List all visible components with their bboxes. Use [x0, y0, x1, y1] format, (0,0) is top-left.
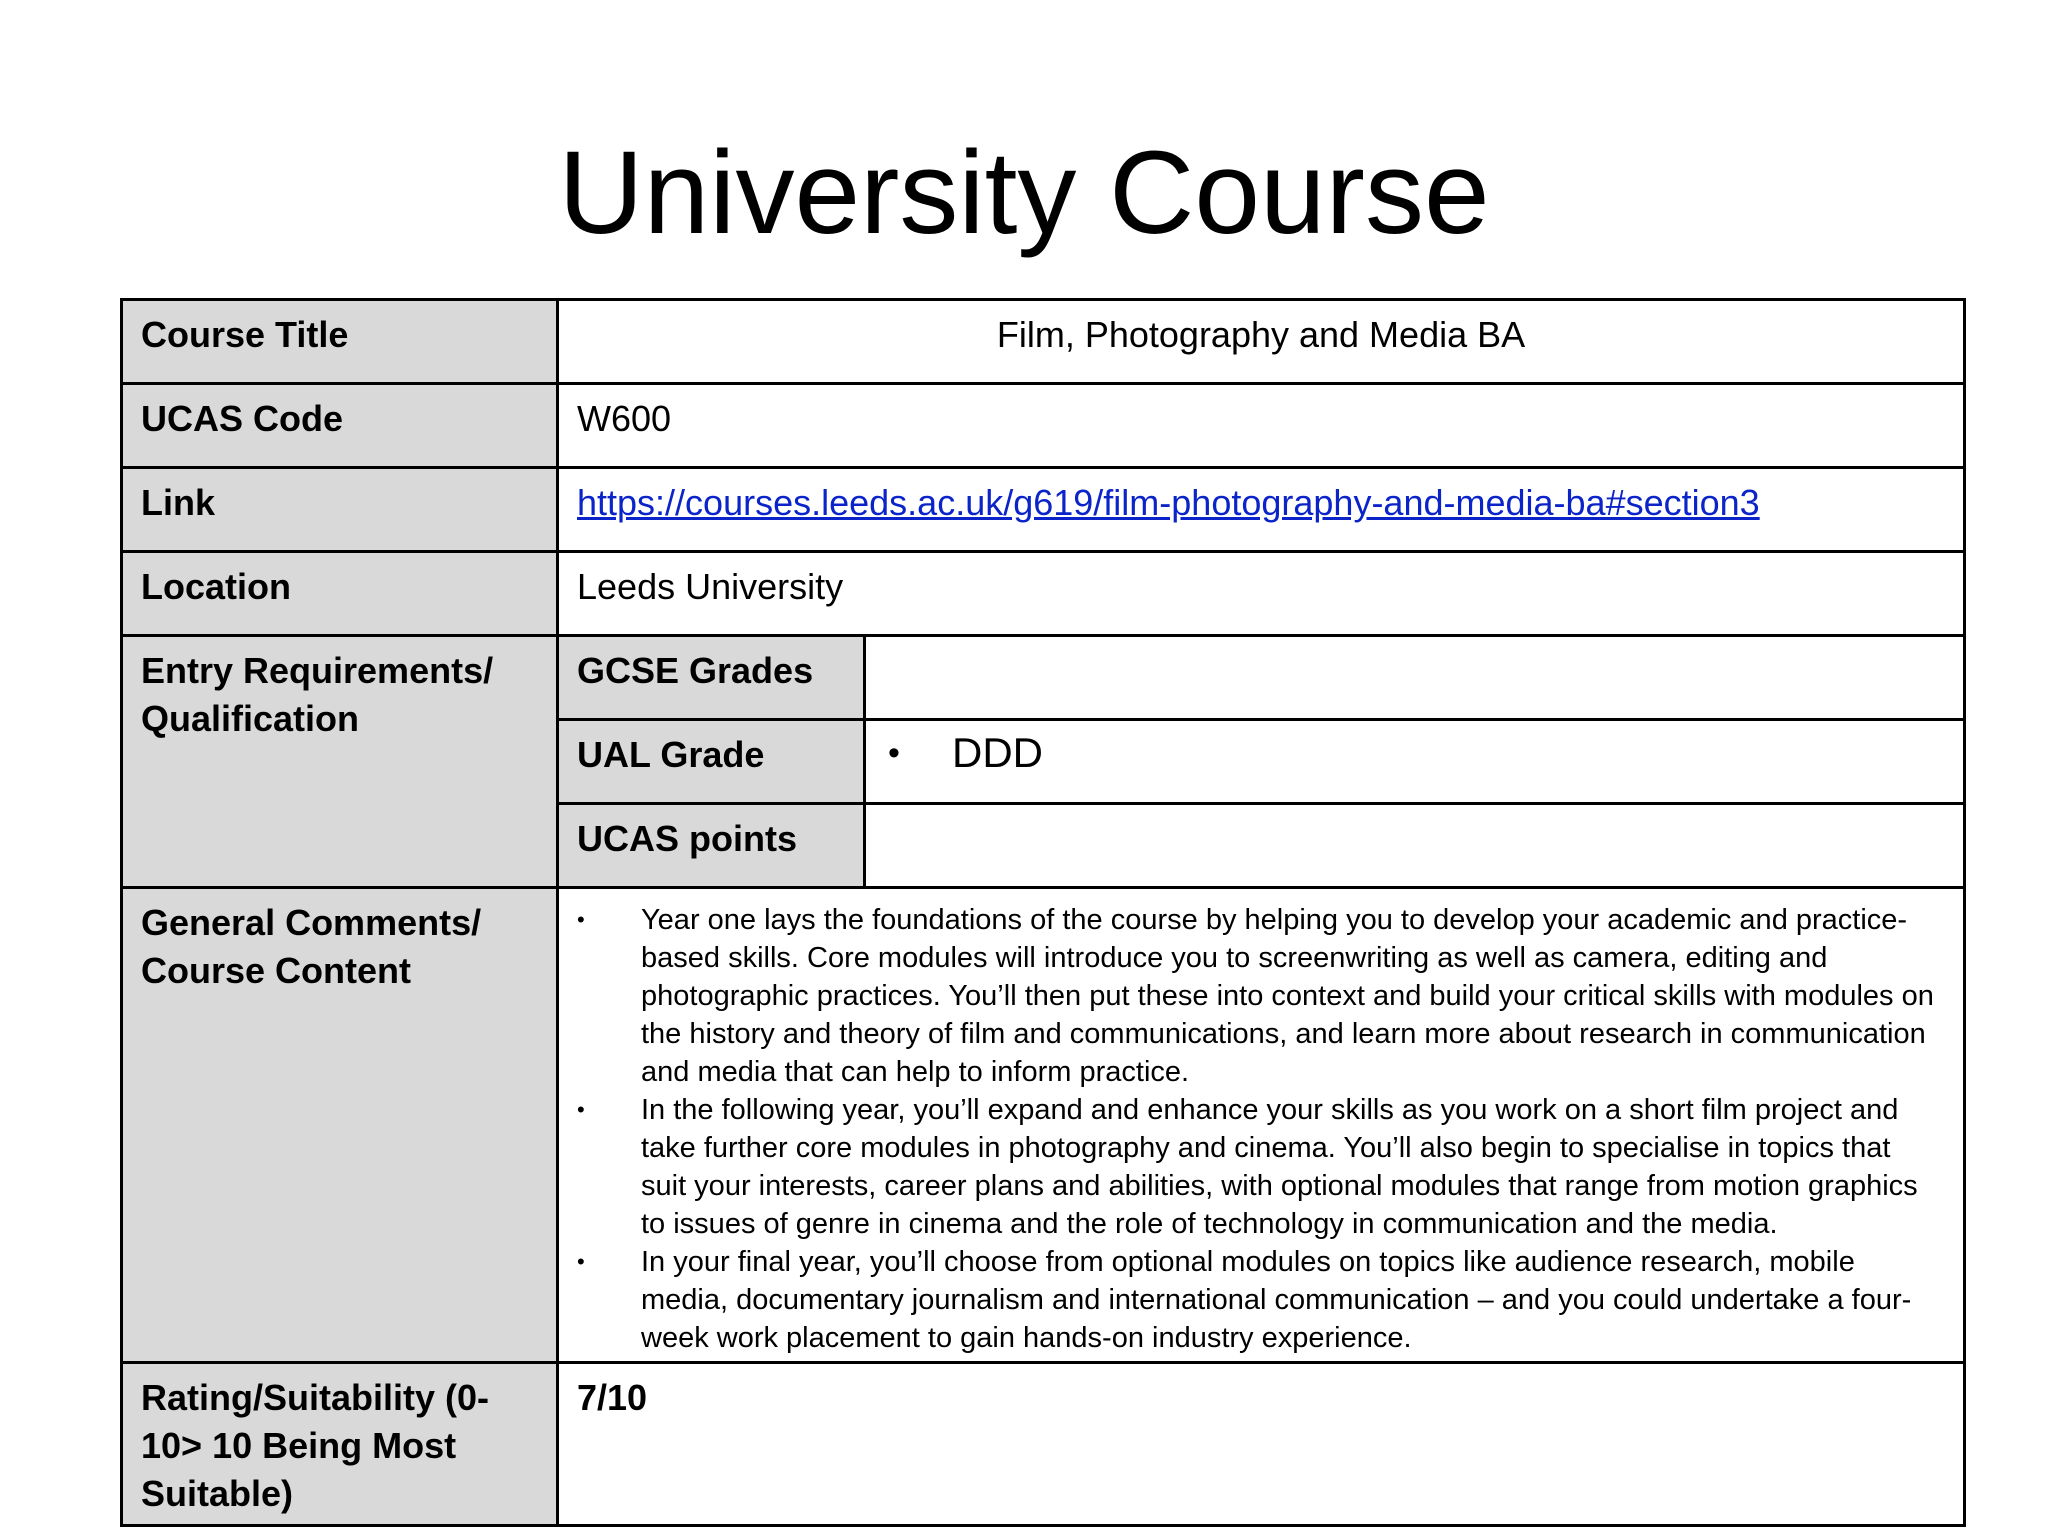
ucas-code-label: UCAS Code [122, 384, 558, 468]
comments-label: General Comments/ Course Content [122, 888, 558, 1363]
course-title-value: Film, Photography and Media BA [558, 300, 1965, 384]
rating-label: Rating/Suitability (0-10> 10 Being Most Suitable) [122, 1363, 558, 1526]
location-value: Leeds University [558, 552, 1965, 636]
comments-cell [558, 888, 1965, 1363]
bullet-icon: • [577, 1249, 585, 1274]
course-title-label: Course Title [122, 300, 558, 384]
list-item [577, 1091, 1943, 1243]
ual-bullet-item [884, 725, 1945, 781]
gcse-value [865, 636, 1965, 720]
page-title: University Course [558, 127, 1490, 259]
course-table [120, 298, 1966, 1527]
rating-value: 7/10 [558, 1363, 1965, 1526]
row-link [122, 468, 1965, 552]
row-course-title [122, 300, 1965, 384]
ucas-code-value: W600 [558, 384, 1965, 468]
link-label: Link [122, 468, 558, 552]
list-item [577, 901, 1943, 1091]
course-content-list [577, 901, 1943, 1357]
list-item-text: Year one lays the foundations of the course by helping you to develop your academic and practice-based skills. Core modules will introduce you to screenwriting as well as camera, editing and photographic practices. You’ll then put these into context and build your critical skills with modules on the history and theory of film and communications, and learn more about research in communication and media that can help to inform practice. [641, 904, 1934, 1088]
ucas-points-value [865, 804, 1965, 888]
row-location [122, 552, 1965, 636]
gcse-label: GCSE Grades [558, 636, 865, 720]
list-item [577, 1243, 1943, 1357]
list-item-text: In the following year, you’ll expand and enhance your skills as you work on a short film project and take further core modules in photography and cinema. You’ll also begin to specialise in topics that suit your interests, career plans and abilities, with optional modules that range from motion graphics to issues of genre in cinema and the role of technology in communication and the media. [641, 1094, 1918, 1240]
row-gcse [122, 636, 1965, 720]
ual-label: UAL Grade [558, 720, 865, 804]
row-rating [122, 1363, 1965, 1526]
list-item-text: In your final year, you’ll choose from optional modules on topics like audience research, mobile media, documentary journalism and international communication – and you could undertake a four-week work placement to gain hands-on industry experience. [641, 1246, 1912, 1354]
ual-value: DDD [952, 729, 1043, 776]
row-ucas-code [122, 384, 1965, 468]
bullet-icon: • [577, 1097, 585, 1122]
ucas-points-label: UCAS points [558, 804, 865, 888]
bullet-icon: • [577, 907, 585, 932]
bullet-icon: • [888, 734, 900, 772]
ual-value-cell [865, 720, 1965, 804]
entry-requirements-label: Entry Requirements/ Qualification [122, 636, 558, 888]
location-label: Location [122, 552, 558, 636]
course-link[interactable]: https://courses.leeds.ac.uk/g619/film-photography-and-media-ba#section3 [577, 482, 1760, 523]
link-cell [558, 468, 1965, 552]
row-comments [122, 888, 1965, 1363]
